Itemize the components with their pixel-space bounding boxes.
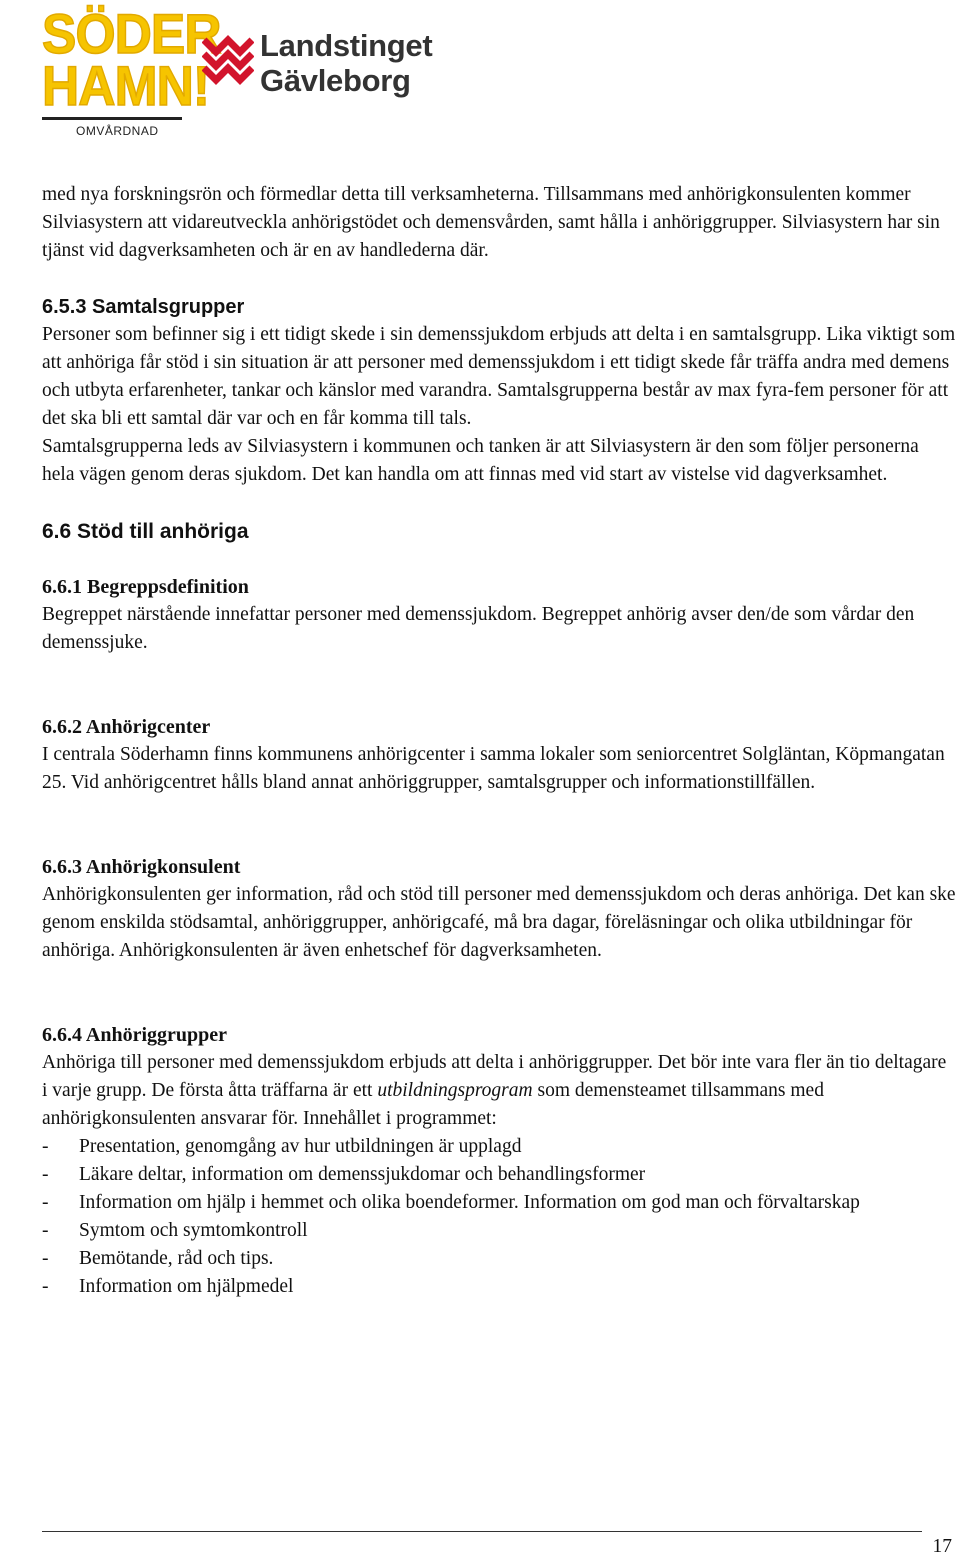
document-body: [42, 181, 956, 1301]
anhoriggrupper-text-a: Anhöriga till personer med demenssjukdom erbjuds att delta i anhöriggrupper. Det bör inte vara fler än tio deltagare i varje grupp. De första åtta träffarna är ett: [42, 1052, 947, 1101]
soderhamn-logo-line2: HAMN!: [42, 54, 210, 117]
list-dash: -: [42, 1136, 49, 1157]
list-item: [42, 1161, 956, 1189]
logo-rule: [42, 117, 182, 120]
list-dash: -: [42, 1164, 49, 1185]
heading-6-6-3: 6.6.3 Anhörigkonsulent: [42, 856, 241, 878]
anhorigkonsulent-paragraph: Anhörigkonsulenten ger information, råd och stöd till personer med demenssjukdom och deras anhöriga. Det kan ske genom enskilda stödsamtal, anhöriggrupper, anhörigcafé, må bra dagar, föreläsningar och olika utbildningar för anhöriga. Anhörigkonsulenten är även enhetschef för dagverksamheten.: [42, 884, 956, 961]
footer-rule: [42, 1531, 922, 1532]
omvardnad-label: OMVÅRDNAD: [76, 124, 159, 138]
samtalsgrupper-paragraph-1: Personer som befinner sig i ett tidigt skede i sin demenssjukdom erbjuds att delta i en samtalsgrupp. Lika viktigt som att anhöriga får stöd i sin situation är att personer med demenssjukdom i ett tidigt skede får träffa andra med demens och utbyta erfarenheter, tankar och känslor med varandra. Samtalsgrupperna består av max fyra-fem personer för att det ska bli ett samtal där var och en får komma till tals.: [42, 324, 956, 429]
page-number: 17: [932, 1536, 952, 1557]
heading-6-5-3: 6.5.3 Samtalsgrupper: [42, 296, 245, 318]
list-item-text: Symtom och symtomkontroll: [79, 1220, 308, 1241]
list-dash: -: [42, 1220, 49, 1241]
page-header: [42, 2, 462, 146]
landstinget-mark-icon: [202, 32, 254, 90]
anhorigcenter-paragraph: I centrala Söderhamn finns kommunens anhörigcenter i samma lokaler som seniorcentret Solgläntan, Köpmangatan 25. Vid anhörigcentret hålls bland annat anhöriggrupper, samtalsgrupper och informationstillfällen.: [42, 744, 945, 793]
list-item-text: Information om hjälpmedel: [79, 1276, 294, 1297]
heading-6-6-2: 6.6.2 Anhörigcenter: [42, 716, 211, 738]
soderhamn-logo-line1: SÖDER: [42, 2, 221, 65]
list-item: [42, 1189, 956, 1217]
anhoriggrupper-text-b: som demensteamet tillsammans med anhörigkonsulenten ansvarar för. Innehållet i programmet:: [42, 1080, 824, 1129]
heading-6-6-4: 6.6.4 Anhöriggrupper: [42, 1024, 228, 1046]
begreppsdefinition-paragraph: Begreppet närstående innefattar personer med demenssjukdom. Begreppet anhörig avser den/de som vårdar den demenssjuke.: [42, 604, 915, 653]
landstinget-line1: Landstinget: [260, 28, 433, 63]
heading-6-6-1: 6.6.1 Begreppsdefinition: [42, 576, 249, 598]
list-dash: -: [42, 1248, 49, 1269]
list-item-text: Presentation, genomgång av hur utbildningen är upplagd: [79, 1136, 522, 1157]
landstinget-line2: Gävleborg: [260, 63, 411, 98]
intro-paragraph: med nya forskningsrön och förmedlar detta till verksamheterna. Tillsammans med anhörigkonsulenten kommer Silviasystern att vidareutveckla anhörigstödet och demensvården, samt hålla i anhöriggrupper. Silviasystern har sin tjänst vid dagverksamheten och är en av handlederna där.: [42, 184, 940, 261]
list-item: [42, 1133, 956, 1161]
landstinget-wordmark: [260, 28, 432, 98]
soderhamn-omvardnad-logo: [42, 2, 221, 140]
list-dash: -: [42, 1276, 49, 1297]
list-dash: -: [42, 1192, 49, 1213]
anhoriggrupper-paragraph: [42, 1049, 956, 1133]
list-item-text: Information om hjälp i hemmet och olika boendeformer. Information om god man och förvaltarskap: [79, 1192, 860, 1213]
list-item: [42, 1273, 956, 1301]
anhoriggrupper-emphasis: utbildningsprogram: [377, 1080, 533, 1101]
list-item-text: Läkare deltar, information om demenssjukdomar och behandlingsformer: [79, 1164, 646, 1185]
list-item-text: Bemötande, råd och tips.: [79, 1248, 274, 1269]
heading-6-6: 6.6 Stöd till anhöriga: [42, 520, 249, 543]
landstinget-gavleborg-logo: [202, 26, 462, 106]
program-list: [42, 1133, 956, 1301]
list-item: [42, 1245, 956, 1273]
samtalsgrupper-paragraph-2: Samtalsgrupperna leds av Silviasystern i kommunen och tanken är att Silviasystern är den som följer personerna hela vägen genom deras sjukdom. Det kan handla om att finnas med vid start av vistelse vid dagverksamhet.: [42, 436, 919, 485]
list-item: [42, 1217, 956, 1245]
